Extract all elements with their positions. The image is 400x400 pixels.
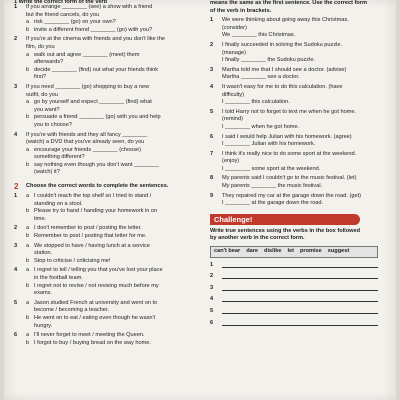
verb-option: suggest [327,248,350,255]
option-letter: b [26,26,30,33]
option-letter: b [26,161,30,168]
answer-line: I ________ at the garage down the road. [222,200,324,207]
sentence: My parents said I couldn't go to the music festival. (let) [222,175,357,182]
question-number: 2 [14,36,18,43]
challenge-title: Challenge! [210,214,360,225]
option-text [34,208,204,223]
challenge-box [210,214,378,327]
option-letter: b [26,233,30,240]
text-line: something different? [34,154,85,161]
text-line: in the football team. [34,275,83,281]
question-number: 4 [14,267,18,274]
option-text [34,283,204,298]
question-row [14,36,204,51]
exercise-instruction [210,0,390,15]
answer-line: We ________ this Christmas. [222,32,296,39]
option-text [34,27,204,35]
option-row [26,52,204,67]
option-row [26,233,204,241]
text-line: by another verb in the correct form. [210,235,305,242]
text-line: standing on a stool. [34,200,83,207]
option-row [26,193,204,208]
text-line: you to choose? [34,121,72,128]
text-line: Remember to post / posting that letter for me. [34,233,147,240]
option-text [34,233,204,241]
text-line: Please try to hand / handing your homework in on [34,208,158,215]
option-text [34,225,204,233]
question-row [14,267,204,297]
answer-line-row [210,296,378,304]
option-letter: b [26,66,30,73]
question [14,243,204,266]
question [14,267,204,297]
question [210,134,390,149]
option-row [26,315,204,330]
question [14,300,204,330]
option-text [34,193,204,208]
option-row [26,225,204,233]
text-line: We stopped to have / having lunch at a service [34,242,150,249]
writing-line[interactable] [222,273,378,279]
writing-line[interactable] [222,308,378,314]
question-row [210,67,390,82]
cut-off-heading: 1 Write the correct form of the verb [14,0,108,4]
text-line: film, do you [26,43,55,50]
text-line: I forgot to buy / buying bread on the way home. [34,339,151,346]
text-line: hungry. [34,322,53,329]
verb-box [210,246,378,258]
question-text [222,42,390,65]
text-line: Write true sentences using the verbs in the box followed [210,227,361,234]
question-number: 5 [14,299,18,306]
option-letter: a [26,267,30,274]
option-text [34,52,204,67]
text-line: of the verb in brackets. [210,7,272,14]
option-letter: a [26,242,30,249]
text-line: I don't remember to post / posting the letter. [34,225,142,232]
answer-line-row [210,273,378,281]
option-letter: a [26,19,30,26]
text-line: become / becoming a teacher. [34,307,109,314]
text-line: afterwards? [34,59,64,66]
text-line: means the same as the first sentence. Use the correct form [210,0,367,6]
option-row [26,340,204,348]
sentence: I said I would help Julian with his homework. (agree) [222,133,352,140]
sentence: We were thinking about going away this Christmas. [222,17,349,24]
question [14,193,204,223]
question-row [14,300,204,330]
workbook-page [4,0,396,400]
answer-line: I ________ when he got home. [222,123,300,130]
text-line: risk ________ (go) on your own? [34,19,116,26]
option-row [26,267,204,282]
question [210,17,390,40]
sentence: Martha told me that I should see a doctor. (advise) [222,66,347,73]
question [14,4,204,34]
option-row [26,300,204,315]
challenge-instruction [210,228,378,243]
question-number: 9 [210,192,214,199]
text-line: persuade a friend ________ (go) with you and help [34,114,161,121]
option-row [26,67,204,82]
verb-hint: (consider) [222,24,247,31]
text-line: (watch) a DVD that you've already seen, do you [26,139,145,146]
text-line: I'll never forget to meet / meeting the Queen. [34,332,145,339]
question-number: 4 [210,83,214,90]
question-row [14,193,204,223]
option-text [34,19,204,27]
question-number: 6 [210,133,214,140]
option-row [26,114,204,129]
text-line: time. [34,215,47,222]
text-line: He went on to eat / eating even though he wasn't [34,314,156,321]
question [14,332,204,347]
exercise-3-items [210,17,390,208]
option-letter: a [26,225,30,232]
question-row [14,84,204,99]
option-letter: a [26,51,30,58]
question-text [222,84,390,107]
option-text [34,340,204,348]
question-row [210,175,390,190]
answer-line-row [210,262,378,270]
answer-line-row [210,320,378,328]
right-column [210,0,390,327]
question-text [26,84,204,99]
line-number: 2 [210,273,214,280]
question-number: 1 [14,4,18,10]
question [210,42,390,65]
option-row [26,332,204,340]
sentence: I told Harry not to forget to text me when he got home. [222,108,357,115]
text-line: first? [34,74,47,81]
option-text [34,147,204,162]
option-row [26,283,204,298]
question-number: 1 [210,17,214,24]
question-text [222,175,390,190]
sentence: They repaired my car at the garage down the road. (get) [222,192,361,199]
option-text [34,99,204,114]
question [210,193,390,208]
line-number: 5 [210,308,214,314]
text-line: If you're at the cinema with friends and you don't like the [26,36,165,43]
left-column [14,0,204,347]
question-text [222,17,390,40]
question [210,151,390,174]
text-line: encourage your friends ________ (choose) [34,146,141,153]
exercise-instruction: Choose the correct words to complete the sentences. [26,183,169,190]
option-letter: b [26,282,30,289]
option-text [34,258,204,266]
exercise-1-items [14,4,204,177]
verb-option: can't bear [214,248,241,255]
text-line: If you're with friends and they all fancy ________ [26,131,148,138]
option-row [26,147,204,162]
writing-line[interactable] [222,296,378,302]
question-row [14,132,204,147]
question-row [210,193,390,208]
question [210,67,390,82]
text-line: If you need ________ (go) shopping to buy a new [26,83,150,90]
option-letter: a [26,332,30,339]
exercise-number: 2 [14,182,19,192]
option-row [26,99,204,114]
question-text [222,134,390,149]
option-row [26,258,204,266]
writing-line[interactable] [222,262,378,268]
question-text [222,109,390,132]
question-number: 7 [210,150,214,157]
text-line: Jason studied French at university and went on to [34,299,158,306]
answer-line: My parents ________ the music festival. [222,183,323,190]
option-letter: b [26,208,30,215]
question-text [222,151,390,174]
verb-option: promise [299,248,322,255]
option-letter: b [26,339,30,346]
question [14,132,204,178]
text-line: If you arrange ________ (see) a show with a friend [26,4,153,10]
text-line: walk out and agree ________ (meet) them [34,51,140,58]
sentence: I think it's really nice to do some sport at the weekend. [222,150,357,157]
writing-line[interactable] [222,320,378,326]
question-number: 3 [210,66,214,73]
option-text [34,162,204,177]
question-number: 3 [14,83,18,90]
verb-option: dare [246,248,259,255]
option-text [34,332,204,340]
option-text [34,243,204,258]
text-line: outfit, do you [26,91,59,98]
question-options [26,243,204,266]
line-number: 4 [210,296,214,303]
answer-line: I finally ________ the Sudoku puzzle. [222,57,315,64]
question-number: 4 [14,131,18,138]
sentence: I finally succeeded in solving the Sudoku puzzle. [222,41,343,48]
question [210,109,390,132]
line-number: 3 [210,284,214,291]
option-row [26,208,204,223]
line-number: 6 [210,319,214,326]
question-options [26,193,204,223]
question-row [14,243,204,266]
text-line: go by yourself and expect ________ (find) what [34,99,152,106]
option-text [34,67,204,82]
text-line: I regret to tell / telling you that you've lost your place [34,267,163,274]
option-row [26,19,204,27]
question-row [210,134,390,149]
option-letter: a [26,193,30,200]
exercise-2-items [14,193,204,347]
verb-hint: (remind) [222,116,243,123]
answer-line: I ________ some sport at the weekend. [222,165,321,172]
option-text [34,114,204,129]
option-letter: b [26,314,30,321]
option-letter: a [26,299,30,306]
question-options [26,332,204,347]
verb-option: let [287,248,294,255]
question-row [210,151,390,174]
answer-line: I ________ Julian with his homework. [222,141,316,148]
text-line: station. [34,250,53,257]
question-number: 5 [210,108,214,115]
question-options [26,267,204,297]
text-line: invite a different friend ________ (go) with you? [34,26,153,33]
verb-hint: (manage) [222,49,246,56]
question-number: 8 [210,175,214,182]
question-text [26,36,204,51]
question-text [26,132,204,147]
option-letter: b [26,114,30,121]
answer-line-row [210,308,378,316]
writing-line[interactable] [222,285,378,291]
text-line: exams. [34,290,53,297]
text-line: say nothing even though you don't want ________ [34,161,159,168]
question-row [14,332,204,347]
answer-lines [210,262,378,328]
question [210,84,390,107]
question-row [210,109,390,132]
question-number: 3 [14,242,18,249]
answer-line: Martha ________ see a doctor. [222,74,300,81]
text-line: (watch) it? [34,169,60,176]
question-text [222,193,390,208]
question-number: 2 [14,225,18,232]
sentence: It wasn't easy for me to do this calculation. (have [222,83,343,90]
answer-line-row [210,285,378,293]
line-number: 1 [210,261,214,268]
option-letter: a [26,99,30,106]
text-line: Stop to criticise / criticising me! [34,257,111,264]
option-letter: b [26,257,30,264]
question-row [14,225,204,240]
text-line: I couldn't reach the top shelf so I tried to stand / [34,193,152,200]
question-row [210,42,390,65]
question-number: 6 [14,332,18,339]
question-text [26,4,204,19]
question-row [14,4,204,19]
text-line: I regret not to revise / not revising much before my [34,282,159,289]
answer-line: I ________ this calculation. [222,99,290,106]
verb-hint: difficulty) [222,91,244,98]
option-row [26,162,204,177]
exercise-2-heading [14,183,204,191]
option-row [26,243,204,258]
question-row [210,84,390,107]
text-line: but the friend cancels, do you [26,11,100,18]
question-number: 2 [210,41,214,48]
question-text [222,67,390,82]
option-letter: a [26,146,30,153]
question [14,36,204,82]
verb-option: dislike [264,248,282,255]
question-options [26,225,204,240]
option-row [26,27,204,35]
option-text [34,315,204,330]
option-text [34,267,204,282]
text-line: you want? [34,106,60,113]
question-row [210,17,390,40]
verb-hint: (enjoy) [222,158,240,165]
question-number: 1 [14,193,18,200]
question-options [26,300,204,330]
question [14,84,204,130]
text-line: decide ________ (find) out what your friends think [34,66,159,73]
question [210,175,390,190]
option-text [34,300,204,315]
question [14,225,204,240]
